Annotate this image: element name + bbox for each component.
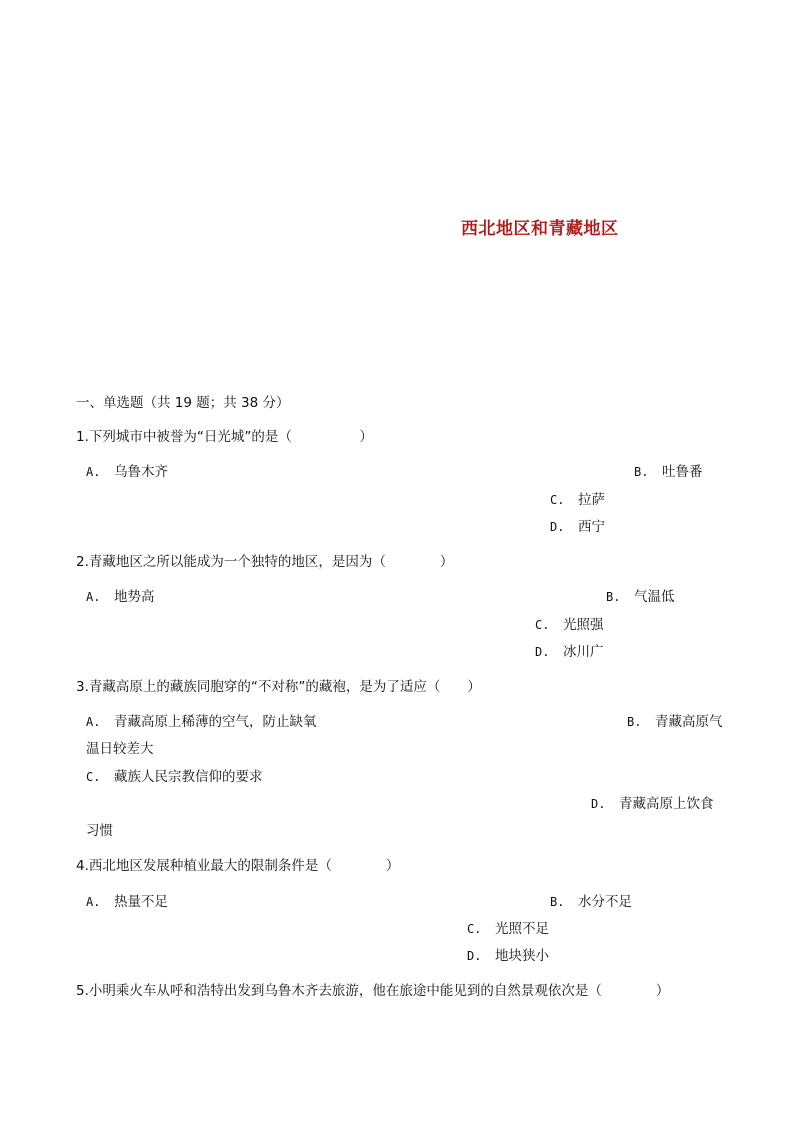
question-4-option-d[interactable] [467, 947, 549, 965]
option-text: 热量不足 [114, 894, 168, 910]
option-text: 气温低 [634, 589, 675, 605]
option-letter: A. [86, 715, 101, 729]
section-header: 一、单选题（共 19 题；共 38 分） [76, 395, 290, 411]
option-letter: D. [591, 797, 606, 811]
option-text: 青藏高原气 [655, 714, 723, 730]
option-letter: B. [606, 590, 621, 604]
question-4-option-c[interactable] [467, 920, 549, 938]
option-text: 地势高 [114, 589, 155, 605]
option-text: 藏族人民宗教信仰的要求 [114, 769, 263, 785]
option-letter: C. [86, 770, 101, 784]
option-letter: A. [86, 590, 101, 604]
question-4-stem: 4.西北地区发展种植业最大的限制条件是（ ） [76, 858, 400, 874]
question-3-option-a[interactable] [86, 713, 317, 731]
option-text: 乌鲁木齐 [114, 464, 168, 480]
question-3-option-c[interactable] [86, 768, 263, 786]
question-2-option-a[interactable] [86, 588, 155, 606]
option-text: 青藏高原上稀薄的空气，防止缺氧 [114, 714, 317, 730]
question-3-option-b-continuation: 温日较差大 [86, 741, 154, 757]
question-2-option-d[interactable] [535, 643, 604, 661]
option-letter: B. [550, 895, 565, 909]
question-4-option-b[interactable] [550, 893, 632, 911]
option-text: 地块狭小 [495, 948, 549, 964]
option-text: 冰川广 [563, 644, 604, 660]
option-text: 光照不足 [495, 921, 549, 937]
option-letter: C. [550, 493, 565, 507]
question-3-option-d[interactable] [591, 795, 714, 813]
question-1-option-c[interactable] [550, 491, 605, 509]
option-text: 拉萨 [578, 492, 605, 508]
option-letter: A. [86, 465, 101, 479]
option-text: 青藏高原上饮食 [619, 796, 714, 812]
question-1-option-a[interactable] [86, 463, 168, 481]
document-title: 西北地区和青藏地区 [461, 219, 619, 239]
option-letter: D. [535, 645, 550, 659]
option-text: 光照强 [563, 617, 604, 633]
question-3-option-d-continuation: 习惯 [86, 823, 113, 839]
option-text: 西宁 [578, 519, 605, 535]
question-2-stem: 2.青藏地区之所以能成为一个独特的地区，是因为（ ） [76, 554, 454, 570]
question-1-option-d[interactable] [550, 518, 605, 536]
option-letter: A. [86, 895, 101, 909]
question-3-option-b[interactable] [627, 713, 723, 731]
option-letter: B. [627, 715, 642, 729]
option-text: 水分不足 [578, 894, 632, 910]
option-text: 吐鲁番 [662, 464, 703, 480]
option-letter: D. [467, 949, 482, 963]
question-1-stem: 1.下列城市中被誉为“日光城”的是（ ） [76, 429, 373, 445]
option-letter: D. [550, 520, 565, 534]
option-letter: C. [535, 618, 550, 632]
option-letter: C. [467, 922, 482, 936]
option-letter: B. [634, 465, 649, 479]
question-3-stem: 3.青藏高原上的藏族同胞穿的“不对称”的藏袍，是为了适应（ ） [76, 679, 481, 695]
question-2-option-c[interactable] [535, 616, 604, 634]
question-2-option-b[interactable] [606, 588, 675, 606]
question-4-option-a[interactable] [86, 893, 168, 911]
question-1-option-b[interactable] [634, 463, 703, 481]
question-5-stem: 5.小明乘火车从呼和浩特出发到乌鲁木齐去旅游，他在旅途中能见到的自然景观依次是（ ） [76, 983, 670, 999]
